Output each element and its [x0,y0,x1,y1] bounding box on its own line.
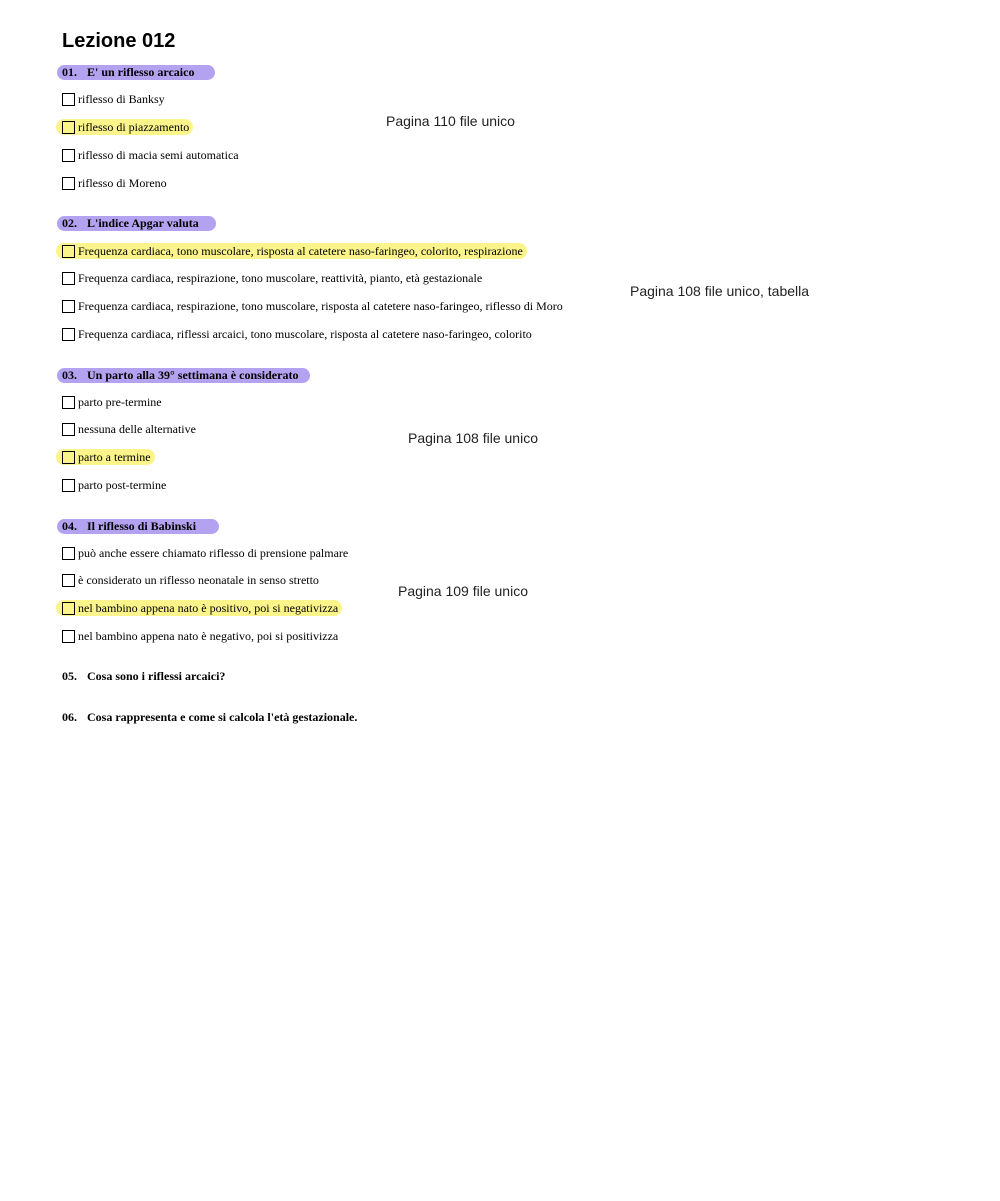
question-04-option-a[interactable] [56,545,352,561]
question-text: Cosa rappresenta e come si calcola l'età gestazionale. [87,710,358,724]
question-03-option-c[interactable] [56,449,155,465]
checkbox[interactable] [62,300,75,313]
checkbox[interactable] [62,93,75,106]
question-03-option-d[interactable] [56,477,170,493]
checkbox[interactable] [62,328,75,341]
option-label: nel bambino appena nato è negativo, poi si positivizza [78,629,339,643]
question-text: Cosa sono i riflessi arcaici? [87,669,226,683]
option-label: è considerato un riflesso neonatale in senso stretto [78,573,319,587]
checkbox[interactable] [62,602,75,615]
lesson-title: Lezione 012 [62,30,176,52]
question-03-option-b[interactable] [56,421,200,437]
question-04-header [57,519,219,534]
option-label: parto pre-termine [78,395,162,409]
checkbox[interactable] [62,121,75,134]
question-03-option-a[interactable] [56,394,166,410]
checkbox[interactable] [62,177,75,190]
question-number: 02. [62,216,77,230]
checkbox[interactable] [62,149,75,162]
question-02-note: Pagina 108 file unico, tabella [630,283,810,299]
checkbox[interactable] [62,423,75,436]
checkbox[interactable] [62,245,75,258]
option-label: riflesso di piazzamento [78,120,190,134]
question-02-header [57,216,216,231]
question-text: Un parto alla 39° settimana è considerato [87,368,299,382]
option-label: Frequenza cardiaca, tono muscolare, risposta al catetere naso-faringeo, colorito, respirazione [78,244,523,258]
question-number: 06. [62,710,77,724]
question-04-option-c[interactable] [56,600,342,616]
option-label: può anche essere chiamato riflesso di prensione palmare [78,546,349,560]
checkbox[interactable] [62,479,75,492]
checkbox[interactable] [62,451,75,464]
option-label: Frequenza cardiaca, riflessi arcaici, tono muscolare, risposta al catetere naso-faringeo, colorito [78,327,532,341]
option-label: parto post-termine [78,478,167,492]
checkbox[interactable] [62,547,75,560]
option-label: nessuna delle alternative [78,422,196,436]
question-text: Il riflesso di Babinski [87,519,197,533]
checkbox[interactable] [62,396,75,409]
option-label: parto a termine [78,450,151,464]
question-02-option-c[interactable] [56,298,567,314]
question-number: 01. [62,65,77,79]
question-01-note: Pagina 110 file unico [386,113,515,129]
option-label: Frequenza cardiaca, respirazione, tono muscolare, reattività, pianto, età gestazionale [78,271,483,285]
option-label: nel bambino appena nato è positivo, poi si negativizza [78,601,339,615]
question-01-option-b[interactable] [56,119,193,135]
checkbox[interactable] [62,574,75,587]
option-label: riflesso di macia semi automatica [78,148,239,162]
question-02-option-d[interactable] [56,326,536,342]
question-03-note: Pagina 108 file unico [408,430,538,446]
question-number: 05. [62,669,77,683]
question-05-header [57,669,225,684]
question-01-option-c[interactable] [56,147,243,163]
question-02-option-b[interactable] [56,270,486,286]
question-number: 03. [62,368,77,382]
option-label: riflesso di Banksy [78,92,165,106]
question-01-option-d[interactable] [56,175,171,191]
question-06-header [57,710,357,725]
option-label: Frequenza cardiaca, respirazione, tono muscolare, risposta al catetere naso-faringeo, riflesso di Moro [78,299,563,313]
question-04-note: Pagina 109 file unico [398,583,528,599]
question-02-option-a[interactable] [56,243,527,259]
question-01-option-a[interactable] [56,91,169,107]
option-label: riflesso di Moreno [78,176,167,190]
checkbox[interactable] [62,630,75,643]
question-01-header [57,65,215,80]
question-04-option-b[interactable] [56,572,323,588]
question-04-option-d[interactable] [56,628,342,644]
question-text: E' un riflesso arcaico [87,65,195,79]
question-text: L'indice Apgar valuta [87,216,199,230]
checkbox[interactable] [62,272,75,285]
question-03-header [57,368,310,383]
question-number: 04. [62,519,77,533]
